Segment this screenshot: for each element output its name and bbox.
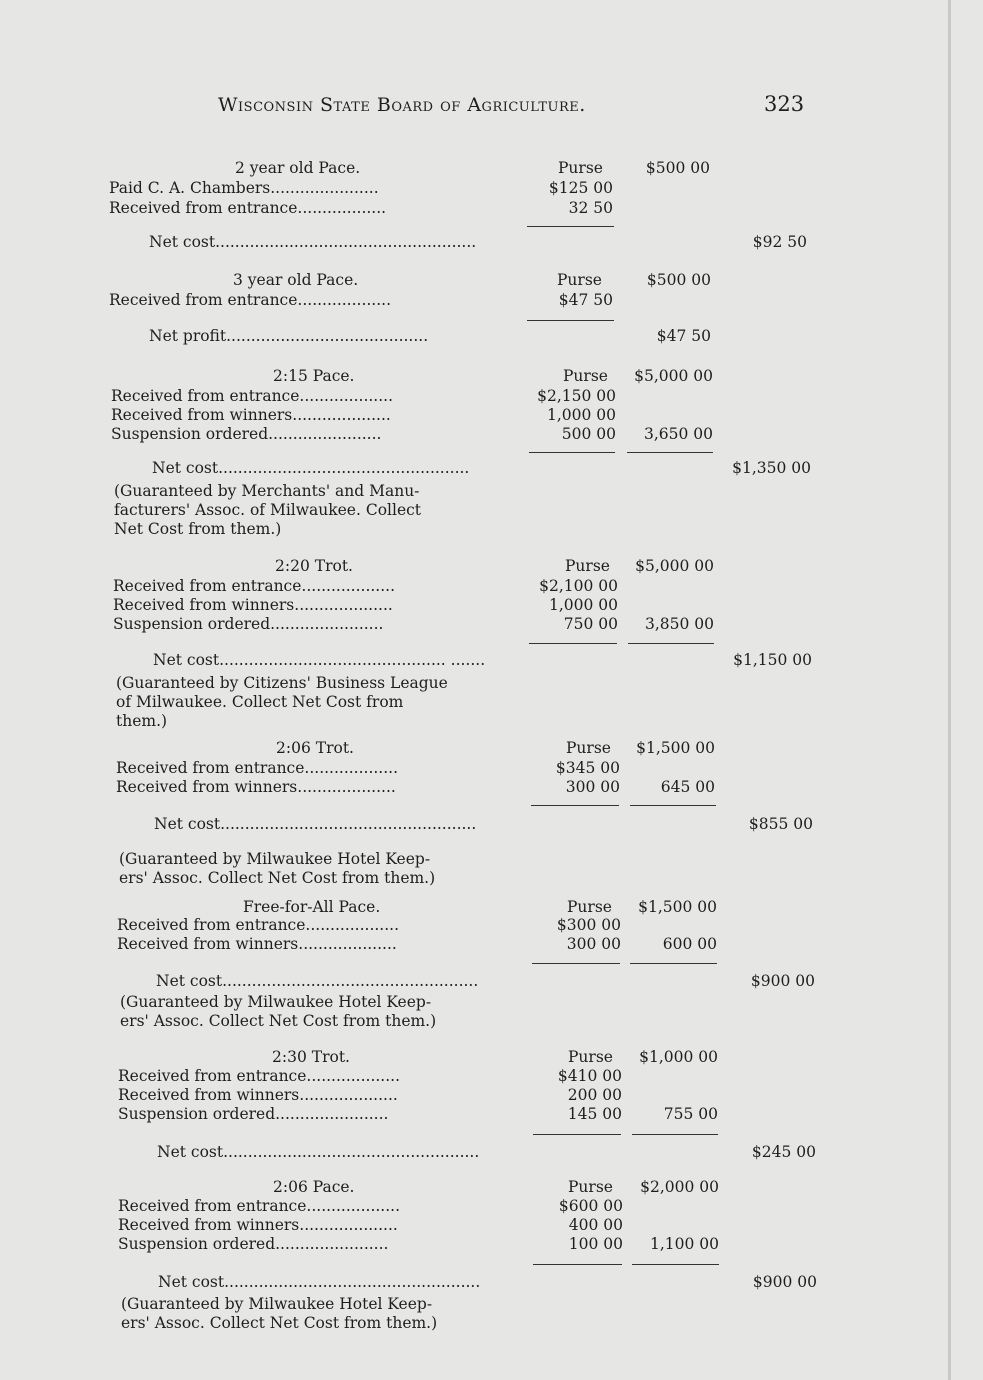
net-total-amount: $855 00 [748,815,813,833]
purse-label: Purse [566,739,611,757]
sum-rule [529,452,615,453]
ledger-row-label: Suspension ordered....................... [113,615,384,633]
net-total-label: Net cost.................................................... [158,1273,481,1291]
guarantee-note-line: (Guaranteed by Milwaukee Hotel Keep- [121,1295,433,1313]
sum-rule [628,643,714,644]
ledger-row-amount: 400 00 [568,1216,623,1234]
ledger-row-label: Received from winners.................... [117,935,397,953]
net-total-row [0,458,983,478]
purse-amount: $1,500 00 [638,898,717,916]
section-heading-row [0,366,983,386]
guarantee-note-line: of Milwaukee. Collect Net Cost from [116,693,404,711]
guarantee-note-line: (Guaranteed by Milwaukee Hotel Keep- [120,993,432,1011]
ledger-row-amount: 1,000 00 [546,406,616,424]
ledger-row-label: Suspension ordered....................... [111,425,382,443]
ledger-row-label: Suspension ordered....................... [118,1235,389,1253]
net-total-label: Net cost..................................................... [149,233,477,251]
running-title: Wisconsin State Board of Agriculture. [218,94,586,116]
ledger-row-amount: 145 00 [567,1105,622,1123]
ledger-row [0,576,983,596]
ledger-row [0,595,983,615]
net-total-row [0,1142,983,1162]
guarantee-note-line: ers' Assoc. Collect Net Cost from them.) [119,869,436,887]
net-total-label: Net cost.................................................... [154,815,477,833]
ledger-row [0,915,983,935]
ledger-row-subtotal: 755 00 [663,1105,718,1123]
page-number: 323 [764,92,805,116]
ledger-row [0,934,983,954]
section-heading-row [0,270,983,290]
net-total-row [0,232,983,252]
net-total-amount: $1,150 00 [733,651,812,669]
ledger-row-amount: $600 00 [558,1197,623,1215]
ledger-row-subtotal: 600 00 [662,935,717,953]
sum-rule [529,643,617,644]
section-heading-row [0,1177,983,1197]
ledger-row-amount: $410 00 [557,1067,622,1085]
sum-rule [632,1264,719,1265]
section-heading: 2 year old Pace. [235,159,361,177]
purse-amount: $5,000 00 [635,557,714,575]
guarantee-note [119,850,527,888]
guarantee-note-line: (Guaranteed by Citizens' Business League [116,674,448,692]
net-total-amount: $245 00 [751,1143,816,1161]
purse-label: Purse [568,1048,613,1066]
section-heading-row [0,556,983,576]
guarantee-note-line: ers' Assoc. Collect Net Cost from them.) [120,1012,437,1030]
ledger-row [0,1085,983,1105]
sum-rule [527,226,614,227]
ledger-row [0,1066,983,1086]
ledger-row [0,424,983,444]
net-total-amount: $900 00 [752,1273,817,1291]
net-total-row [0,326,983,346]
ledger-row-subtotal: 3,850 00 [644,615,714,633]
section-heading-row [0,897,983,917]
sum-rule [527,320,614,321]
net-total-row [0,1272,983,1292]
section-heading: 2:06 Pace. [273,1178,355,1196]
purse-label: Purse [565,557,610,575]
purse-amount: $500 00 [646,271,711,289]
sum-rule [532,963,620,964]
ledger-row-amount: 500 00 [561,425,616,443]
purse-label: Purse [568,1178,613,1196]
purse-label: Purse [557,271,602,289]
ledger-row-label: Received from winners.................... [118,1216,398,1234]
ledger-row-subtotal: 3,650 00 [643,425,713,443]
section-heading: 2:15 Pace. [273,367,355,385]
ledger-row-label: Received from winners.................... [116,778,396,796]
guarantee-note-line: (Guaranteed by Merchants' and Manu- [114,482,420,500]
ledger-row [0,1234,983,1254]
guarantee-note [114,482,522,539]
net-total-amount: $92 50 [752,233,807,251]
guarantee-note-line: Net Cost from them.) [114,520,282,538]
sum-rule [531,805,619,806]
purse-label: Purse [563,367,608,385]
ledger-row [0,290,983,310]
net-total-amount: $1,350 00 [732,459,811,477]
purse-amount: $1,500 00 [636,739,715,757]
guarantee-note-line: ers' Assoc. Collect Net Cost from them.) [121,1314,438,1332]
guarantee-note [121,1295,529,1333]
ledger-row-label: Received from entrance................... [111,387,394,405]
purse-label: Purse [558,159,603,177]
ledger-row [0,386,983,406]
ledger-row-label: Received from entrance................... [116,759,399,777]
sum-rule [630,963,717,964]
ledger-row-amount: 1,000 00 [548,596,618,614]
ledger-row-amount: 32 50 [568,199,613,217]
ledger-row-label: Received from winners.................... [118,1086,398,1104]
ledger-row-label: Received from entrance................... [109,291,392,309]
purse-amount: $500 00 [645,159,710,177]
section-heading: 2:06 Trot. [276,739,354,757]
ledger-row-amount: $2,100 00 [539,577,618,595]
ledger-row-amount: 200 00 [567,1086,622,1104]
ledger-row-label: Received from entrance................... [118,1197,401,1215]
section-heading: Free-for-All Pace. [243,898,381,916]
ledger-row-amount: 300 00 [565,778,620,796]
ledger-row-label: Received from entrance.................. [109,199,387,217]
ledger-row-subtotal: 1,100 00 [649,1235,719,1253]
net-total-amount: $900 00 [750,972,815,990]
guarantee-note-line: facturers' Assoc. of Milwaukee. Collect [114,501,422,519]
ledger-row-amount: $300 00 [556,916,621,934]
ledger-row-amount: $47 50 [558,291,613,309]
ledger-row [0,1196,983,1216]
sum-rule [627,452,713,453]
sum-rule [632,1134,718,1135]
ledger-row-label: Paid C. A. Chambers...................... [109,179,379,197]
net-total-amount: $47 50 [656,327,711,345]
net-total-label: Net profit......................................... [149,327,429,345]
ledger-row [0,777,983,797]
page-header [0,92,983,122]
ledger-row-amount: 750 00 [563,615,618,633]
ledger-row [0,1104,983,1124]
ledger-row-amount: 300 00 [566,935,621,953]
ledger-row [0,758,983,778]
section-heading-row [0,1047,983,1067]
section-heading: 3 year old Pace. [233,271,359,289]
section-heading-row [0,738,983,758]
net-total-label: Net cost.............................................. ....... [153,651,486,669]
ledger-row-label: Received from winners.................... [113,596,393,614]
net-total-row [0,650,983,670]
purse-amount: $2,000 00 [640,1178,719,1196]
net-total-label: Net cost.................................................... [156,972,479,990]
ledger-row [0,198,983,218]
net-total-row [0,971,983,991]
net-total-label: Net cost................................................... [152,459,470,477]
ledger-row [0,178,983,198]
section-heading: 2:30 Trot. [272,1048,350,1066]
ledger-row [0,1215,983,1235]
guarantee-note [120,993,528,1031]
guarantee-note [116,674,524,731]
sum-rule [533,1264,622,1265]
sum-rule [533,1134,621,1135]
guarantee-note-line: them.) [116,712,168,730]
purse-amount: $1,000 00 [639,1048,718,1066]
purse-amount: $5,000 00 [634,367,713,385]
guarantee-note-line: (Guaranteed by Milwaukee Hotel Keep- [119,850,431,868]
net-total-label: Net cost.................................................... [157,1143,480,1161]
ledger-row-subtotal: 645 00 [660,778,715,796]
ledger-row-amount: $125 00 [548,179,613,197]
net-total-row [0,814,983,834]
purse-label: Purse [567,898,612,916]
ledger-row-label: Received from entrance................... [118,1067,401,1085]
ledger-row-amount: $2,150 00 [537,387,616,405]
ledger-row-label: Received from entrance................... [117,916,400,934]
section-heading: 2:20 Trot. [275,557,353,575]
ledger-row [0,614,983,634]
ledger-row [0,405,983,425]
ledger-row-label: Received from entrance................... [113,577,396,595]
sum-rule [630,805,716,806]
ledger-row-label: Received from winners.................... [111,406,391,424]
ledger-row-amount: $345 00 [555,759,620,777]
section-heading-row [0,158,983,178]
ledger-row-amount: 100 00 [568,1235,623,1253]
ledger-row-label: Suspension ordered....................... [118,1105,389,1123]
